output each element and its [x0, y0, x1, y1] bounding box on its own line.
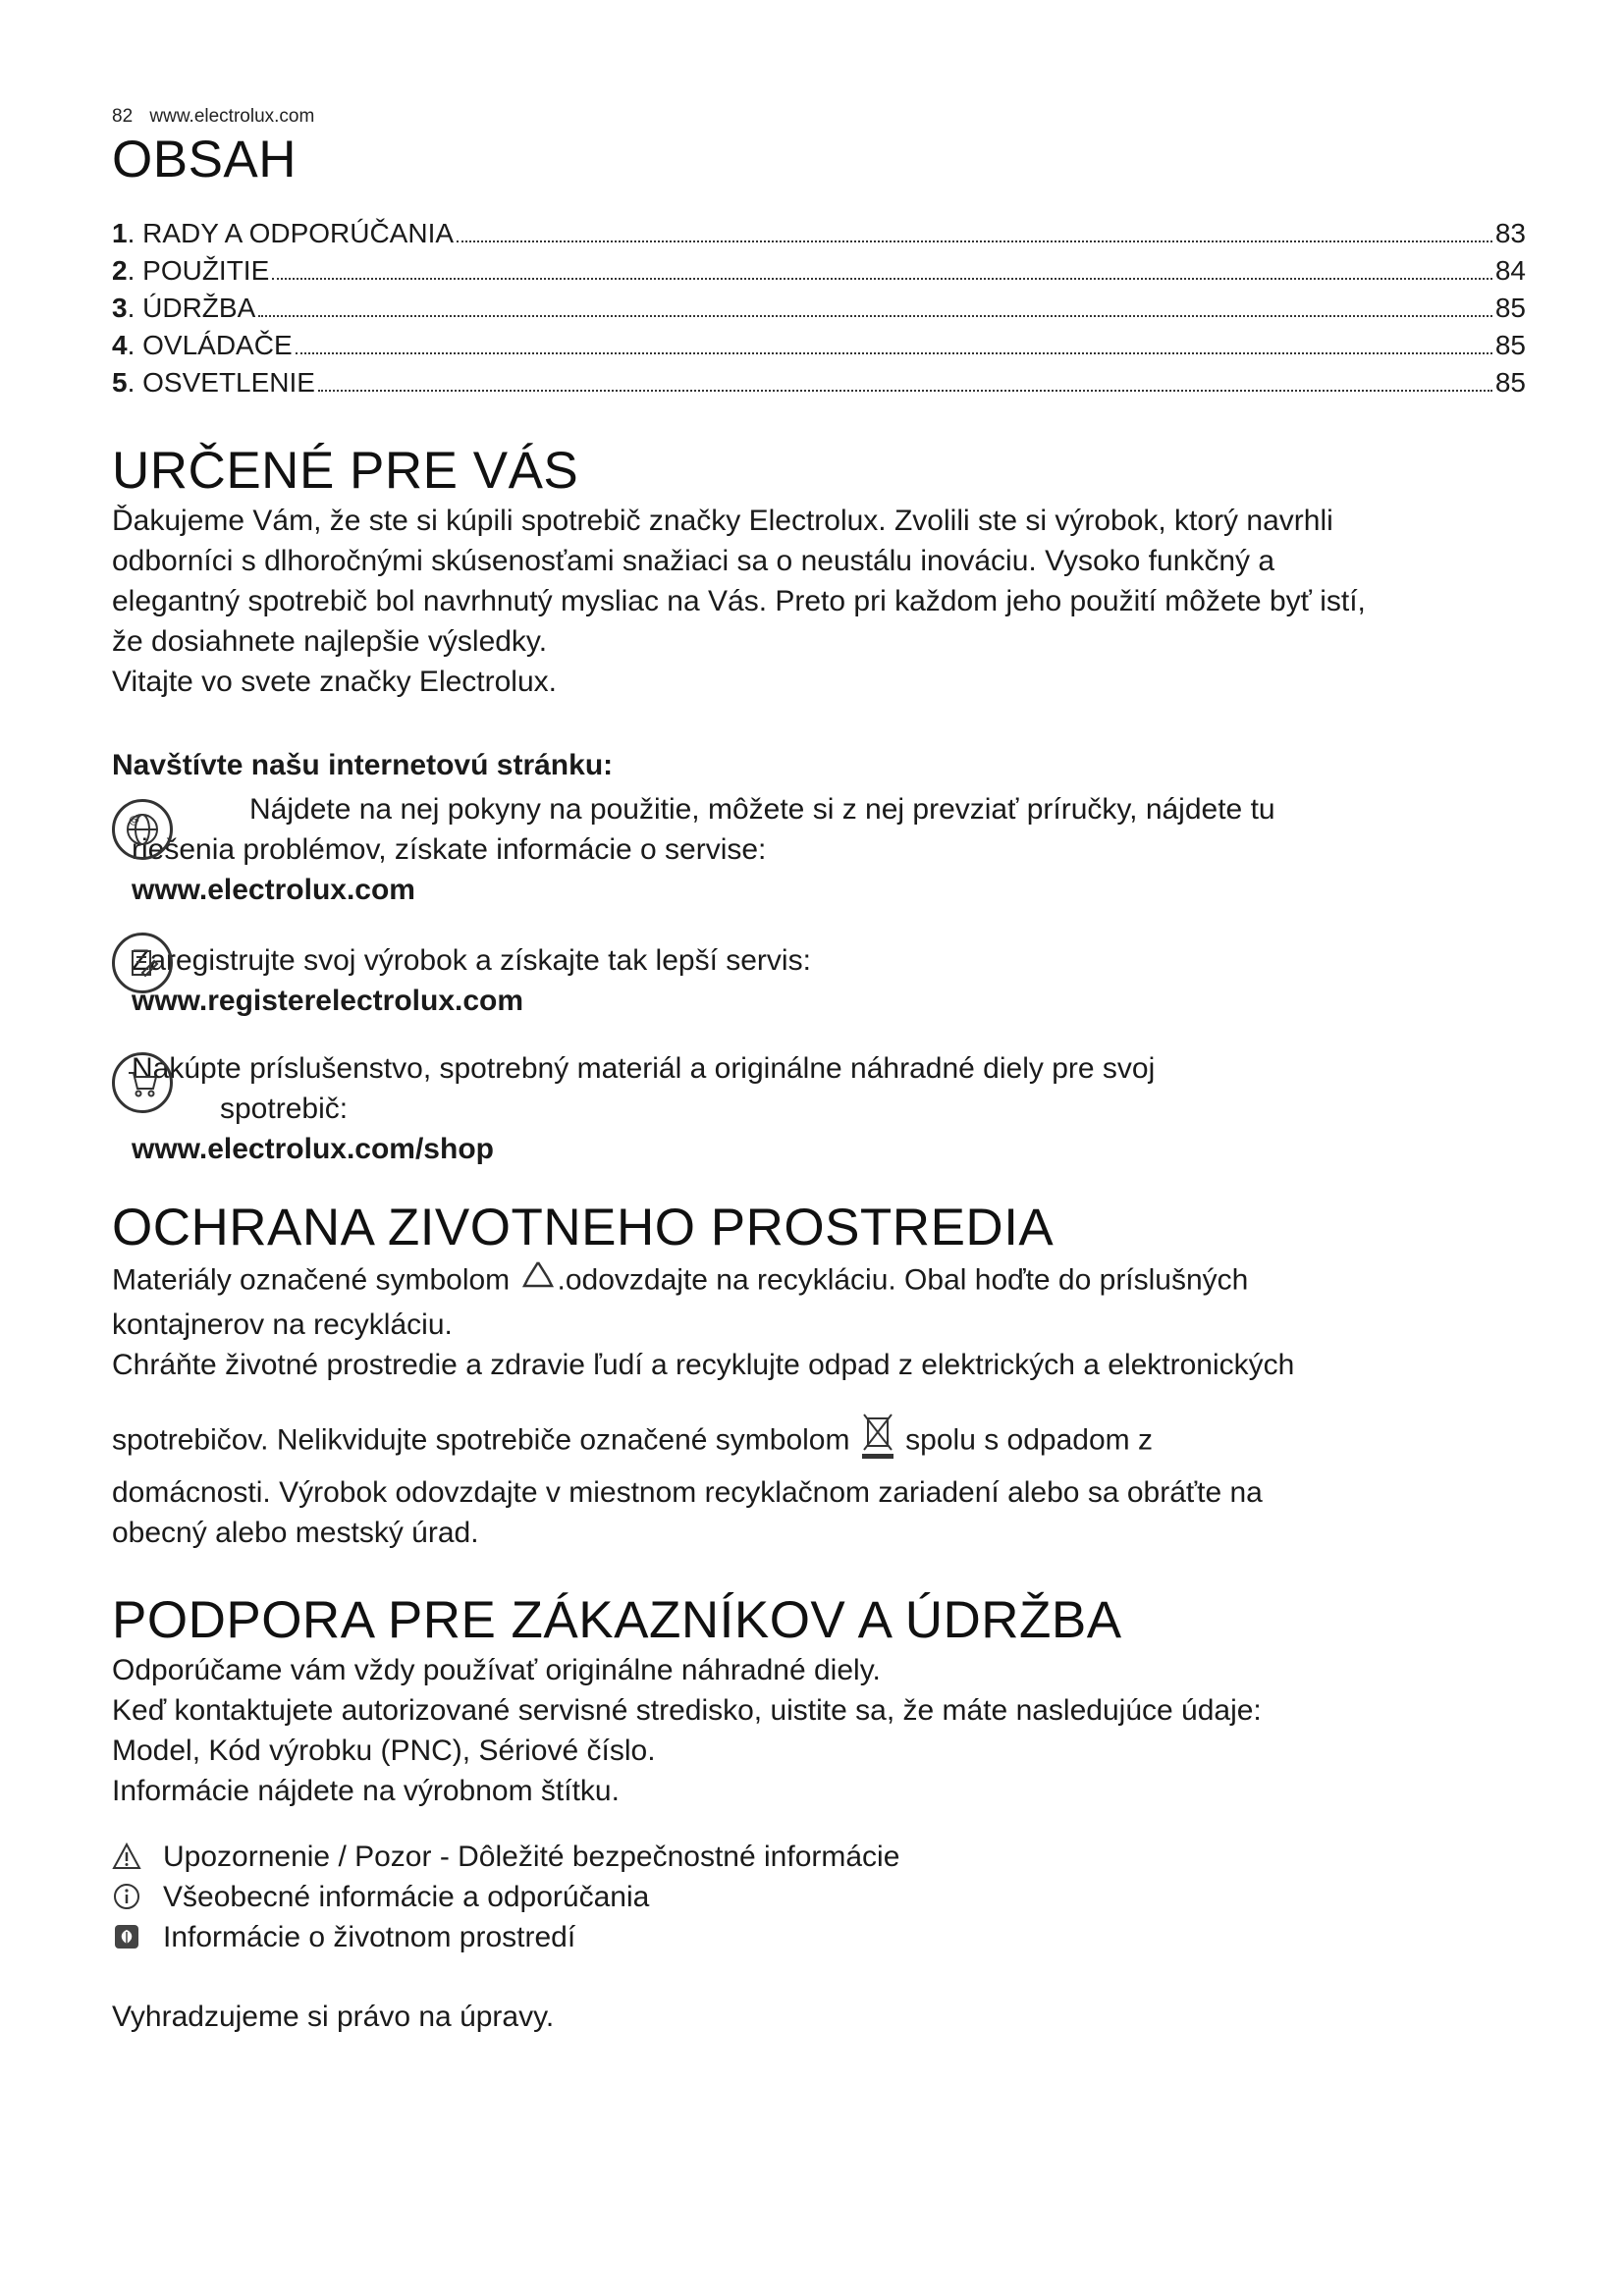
support-text: Model, Kód výrobku (PNC), Sériové číslo. [112, 1734, 656, 1767]
page-header [112, 106, 1526, 128]
intro-section [112, 443, 1526, 702]
environment-title: OCHRANA ZIVOTNEHO PROSTREDIA [112, 1199, 1055, 1257]
toc-page: 83 [1494, 218, 1526, 249]
electrolux-link[interactable]: www.electrolux.com [132, 874, 415, 907]
toc-row[interactable] [112, 327, 1526, 364]
toc-page: 85 [1494, 293, 1526, 324]
toc-row[interactable] [112, 252, 1526, 290]
intro-line: Vitajte vo svete značky Electrolux. [112, 666, 557, 699]
legend-item [112, 1837, 1526, 1877]
environment-text: obecný alebo mestský úrad. [112, 1516, 479, 1549]
environment-section [112, 1200, 1526, 1552]
environment-text-part: .odovzdajte na recykláciu. Obal hoďte do príslušných [557, 1263, 1249, 1297]
toc-number: 4 [112, 330, 128, 361]
support-link-block [112, 789, 1526, 911]
toc-label: . OSVETLENIE [127, 367, 315, 399]
legend [112, 1837, 1526, 1957]
toc-leader [457, 240, 1492, 242]
legend-text: Informácie o životnom prostredí [163, 1920, 576, 1953]
environment-text: domácnosti. Výrobok odovzdajte v miestnom recyklačnom zariadení alebo sa obráťte na [112, 1475, 1263, 1509]
warning-icon [112, 1842, 141, 1871]
toc-row[interactable] [112, 290, 1526, 327]
legend-item [112, 1877, 1526, 1917]
shop-link[interactable]: www.electrolux.com/shop [132, 1133, 494, 1166]
visit-text: Nakúpte príslušenstvo, spotrebný materiál a originálne náhradné diely pre svoj [132, 1052, 1156, 1086]
intro-line: elegantný spotrebič bol navrhnutý mysliac na Vás. Preto pri každom jeho použití môžete byť istí, [112, 585, 1366, 618]
toc-page: 85 [1494, 330, 1526, 361]
footer-note: Vyhradzujeme si právo na úpravy. [112, 2000, 555, 2033]
toc-leader [272, 277, 1492, 280]
support-text: Keď kontaktujete autorizované servisné stredisko, uistite sa, že máte nasledujúce údaje: [112, 1693, 1262, 1727]
support-title: PODPORA PRE ZÁKAZNÍKOV A ÚDRŽBA [112, 1590, 1122, 1649]
visit-text: spotrebič: [220, 1093, 349, 1126]
environment-text [112, 1411, 1526, 1472]
intro-title: URČENÉ PRE VÁS [112, 442, 579, 501]
shop-link-block [112, 1048, 1526, 1170]
toc-title: OBSAH [112, 131, 298, 188]
environment-text: Chráňte životné prostredie a zdravie ľudí a recyklujte odpad z elektrických a elektronických [112, 1348, 1295, 1381]
toc-label: . POUŽITIE [127, 255, 270, 287]
toc-number: 1 [112, 218, 128, 249]
svg-text:@: @ [129, 814, 139, 828]
toc-leader [258, 314, 1492, 317]
intro-line: odborníci s dlhoročnými skúsenosťami snažiaci sa o neustálu inováciu. Vysoko funkčný a [112, 545, 1275, 578]
toc-number: 2 [112, 255, 128, 287]
support-text: Odporúčame vám vždy používať originálne náhradné diely. [112, 1653, 881, 1686]
support-text: Informácie nájdete na výrobnom štítku. [112, 1774, 620, 1807]
toc-row[interactable] [112, 364, 1526, 401]
visit-text: riešenia problémov, získate informácie o servise: [132, 833, 767, 867]
table-of-contents [112, 215, 1526, 401]
toc-leader [296, 351, 1492, 354]
environment-icon [112, 1922, 141, 1951]
toc-row[interactable] [112, 215, 1526, 252]
toc-number: 3 [112, 293, 128, 324]
environment-text [112, 1258, 1526, 1305]
toc-leader [318, 389, 1492, 392]
toc-page: 85 [1494, 367, 1526, 399]
environment-text-part: spolu s odpadom z [905, 1423, 1153, 1457]
toc-label: . OVLÁDAČE [127, 330, 293, 361]
intro-line: Ďakujeme Vám, že ste si kúpili spotrebič značky Electrolux. Zvolili ste si výrobok, ktorý navrhli [112, 505, 1333, 538]
environment-text-part: spotrebičov. Nelikvidujte spotrebiče označené symbolom [112, 1423, 850, 1457]
info-icon [112, 1882, 141, 1911]
legend-text: Upozornenie / Pozor - Dôležité bezpečnostné informácie [163, 1840, 900, 1873]
crossed-bin-icon [858, 1411, 897, 1472]
page-number: 82 [112, 106, 134, 127]
visit-section [112, 745, 1526, 1170]
register-link-block [112, 940, 1526, 1021]
recycle-icon [518, 1258, 558, 1305]
legend-text: Všeobecné informácie a odporúčania [163, 1880, 650, 1913]
support-section [112, 1592, 1526, 2037]
environment-text: kontajnerov na recykláciu. [112, 1308, 453, 1341]
legend-item [112, 1917, 1526, 1957]
manual-page [112, 106, 1526, 2037]
header-website: www.electrolux.com [149, 106, 315, 127]
register-link[interactable]: www.registerelectrolux.com [132, 985, 524, 1018]
toc-number: 5 [112, 367, 128, 399]
toc-label: . RADY A ODPORÚČANIA [127, 218, 455, 249]
toc-label: . ÚDRŽBA [127, 293, 256, 324]
visit-heading: Navštívte našu internetovú stránku: [112, 749, 614, 782]
environment-text-part: Materiály označené symbolom [112, 1263, 511, 1297]
visit-text: Nájdete na nej pokyny na použitie, môžete si z nej prevziať príručky, nájdete tu [249, 793, 1275, 827]
toc-page: 84 [1494, 255, 1526, 287]
intro-line: že dosiahnete najlepšie výsledky. [112, 625, 548, 659]
visit-text: Zaregistrujte svoj výrobok a získajte tak lepší servis: [132, 944, 811, 978]
